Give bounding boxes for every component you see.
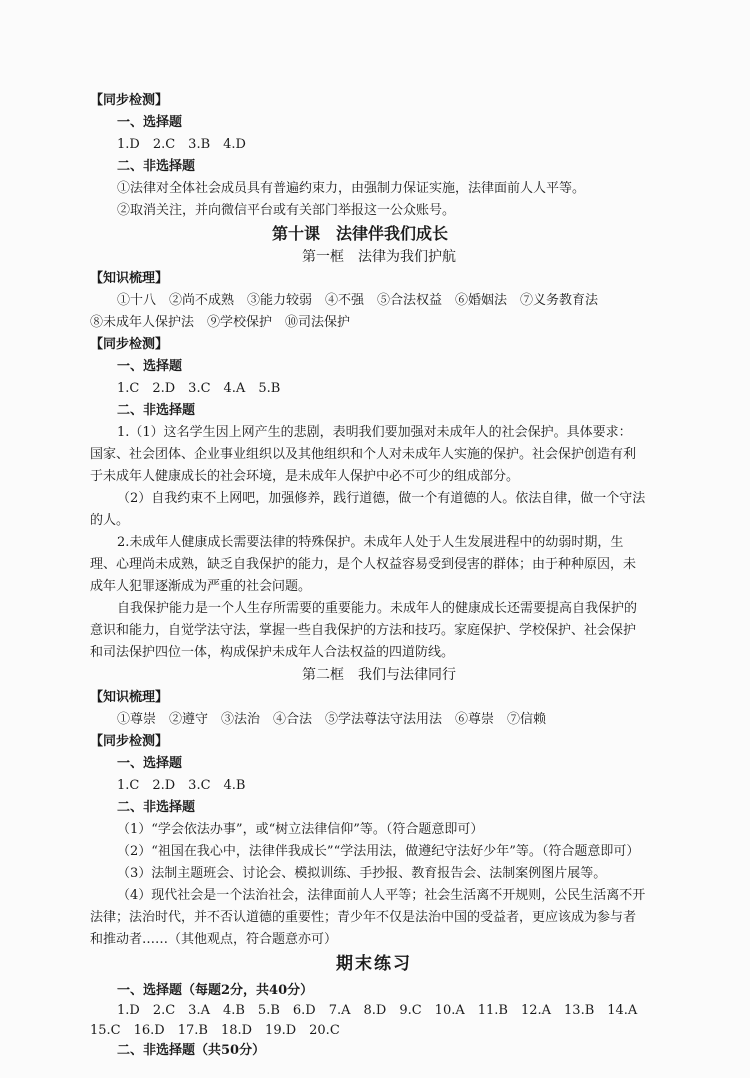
heading-choice-questions: 一、选择题 (117, 756, 183, 771)
answer-line: 1.C 2.D 3.C 4.A 5.B (117, 381, 281, 396)
section-title: 第一框 法律为我们护航 (302, 249, 456, 265)
answer-paragraph-line: 理、心理尚未成熟，缺乏自我保护的能力，是个人权益容易受到侵害的群体；由于种种原因，未 (90, 557, 637, 572)
answer-line: ①十八 ②尚不成熟 ③能力较弱 ④不强 ⑤合法权益 ⑥婚姻法 ⑦义务教育法 (117, 293, 599, 308)
answer-paragraph-line: 和司法保护四位一体，构成保护未成年人合法权益的四道防线。 (90, 645, 455, 660)
answer-line: ②取消关注，并向微信平台或有关部门举报这一公众账号。 (117, 203, 456, 218)
answer-paragraph-line: 国家、社会团体、企业事业组织以及其他组织和个人对未成年人实施的保护。社会保护创造有利 (90, 447, 637, 462)
answer-paragraph-line: 成年人犯罪逐渐成为严重的社会问题。 (90, 579, 312, 594)
answer-paragraph-line: 2.未成年人健康成长需要法律的特殊保护。未成年人处于人生发展进程中的幼弱时期，生 (117, 535, 624, 550)
answer-paragraph-line: 法律；法治时代，并不否认道德的重要性；青少年不仅是法治中国的受益者，更应该成为参与者 (90, 910, 637, 925)
answer-line: 1.D 2.C 3.B 4.D (117, 137, 246, 152)
heading-non-choice: 二、非选择题（共50分） (117, 1043, 266, 1058)
answer-line: 15.C 16.D 17.B 18.D 19.D 20.C (90, 1023, 340, 1038)
answer-line: （1）“学会依法办事”，或“树立法律信仰”等。（符合题意即可） (117, 822, 484, 837)
answer-paragraph-line: 的人。 (90, 513, 130, 528)
heading-non-choice: 二、非选择题 (117, 159, 196, 174)
section-label-knowledge: 【知识梳理】 (90, 271, 169, 286)
heading-choice-questions: 一、选择题（每题2分，共40分） (117, 983, 314, 998)
answer-line: ①尊崇 ②遵守 ③法治 ④合法 ⑤学法尊法守法用法 ⑥尊崇 ⑦信赖 (117, 712, 547, 727)
heading-non-choice: 二、非选择题 (117, 800, 196, 815)
section-label-knowledge: 【知识梳理】 (90, 690, 169, 705)
answer-line: ⑧未成年人保护法 ⑨学校保护 ⑩司法保护 (90, 315, 351, 330)
lesson-title: 第十课 法律伴我们成长 (272, 224, 449, 243)
answer-line: 1.D 2.C 3.A 4.B 5.B 6.D 7.A 8.D 9.C 10.A 11.B 12.A 13.B 14.A (117, 1003, 638, 1018)
final-exercise-title: 期末练习 (336, 954, 412, 974)
heading-non-choice: 二、非选择题 (117, 403, 196, 418)
answer-paragraph-line: 1.（1）这名学生因上网产生的悲剧，表明我们要加强对未成年人的社会保护。具体要求： (117, 425, 632, 440)
answer-paragraph-line: 自我保护能力是一个人生存所需要的重要能力。未成年人的健康成长还需要提高自我保护的 (117, 601, 638, 616)
answer-paragraph-line: 意识和能力，自觉学法守法，掌握一些自我保护的方法和技巧。家庭保护、学校保护、社会保护 (90, 623, 637, 638)
answer-paragraph-line: 和推动者……（其他观点，符合题意亦可） (90, 932, 338, 947)
answer-paragraph-line: （2）自我约束不上网吧，加强修养，践行道德，做一个有道德的人。依法自律，做一个守法 (117, 491, 646, 506)
heading-choice-questions: 一、选择题 (117, 115, 183, 130)
answer-line: （3）法制主题班会、讨论会、模拟训练、手抄报、教育报告会、法制案例图片展等。 (117, 866, 607, 881)
heading-choice-questions: 一、选择题 (117, 359, 183, 374)
section-label-sync-test: 【同步检测】 (90, 93, 169, 108)
answer-line: （2）“祖国在我心中，法律伴我成长”“学法用法，做遵纪守法好少年”等。（符合题意即可） (117, 844, 640, 859)
answer-paragraph-line: （4）现代社会是一个法治社会，法律面前人人平等；社会生活离不开规则，公民生活离不开 (117, 888, 646, 903)
section-title: 第二框 我们与法律同行 (302, 667, 456, 683)
answer-line: 1.C 2.D 3.C 4.B (117, 778, 246, 793)
answer-line: ①法律对全体社会成员具有普遍约束力，由强制力保证实施，法律面前人人平等。 (117, 181, 586, 196)
section-label-sync-test: 【同步检测】 (90, 337, 169, 352)
answer-paragraph-line: 于未成年人健康成长的社会环境，是未成年人保护中必不可少的组成部分。 (90, 469, 520, 484)
section-label-sync-test: 【同步检测】 (90, 734, 169, 749)
